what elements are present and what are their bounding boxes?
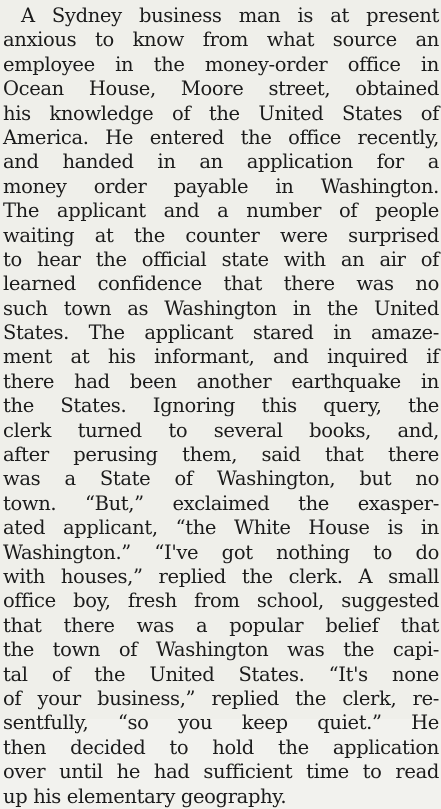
article-line: money order payable in Washington.: [3, 174, 439, 198]
article-line: America. He entered the office recently,: [3, 125, 439, 149]
article-line: office boy, fresh from school, suggested: [3, 589, 439, 613]
article-line: ment at his informant, and inquired if: [3, 345, 439, 369]
article-line: Washington.” “I've got nothing to do: [3, 540, 439, 564]
article-line: was a State of Washington, but no: [3, 467, 439, 491]
article-line: of your business,” replied the clerk, re-: [3, 686, 439, 710]
article-line: tal of the United States. “It's none: [3, 662, 439, 686]
article-line: learned confidence that there was no: [3, 272, 439, 296]
article-line: Ocean House, Moore street, obtained: [3, 77, 439, 101]
article-line: his knowledge of the United States of: [3, 101, 439, 125]
article-line: and handed in an application for a: [3, 150, 439, 174]
article-line: that there was a popular belief that: [3, 613, 439, 637]
article-line: States. The applicant stared in amaze-: [3, 321, 439, 345]
article-line: employee in the money-order office in: [3, 52, 439, 76]
article-line: such town as Washington in the United: [3, 296, 439, 320]
article-line: sentfully, “so you keep quiet.” He: [3, 711, 439, 735]
article-body: [3, 4, 439, 809]
article-line: The applicant and a number of people: [3, 199, 439, 223]
article-line: with houses,” replied the clerk. A small: [3, 564, 439, 588]
article-line: anxious to know from what source an: [3, 28, 439, 52]
article-line: then decided to hold the application: [3, 735, 439, 759]
article-line: waiting at the counter were surprised: [3, 223, 439, 247]
article-line: ated applicant, “the White House is in: [3, 516, 439, 540]
article-line: the States. Ignoring this query, the: [3, 394, 439, 418]
article-line: over until he had sufficient time to read: [3, 760, 439, 784]
article-line: to hear the official state with an air of: [3, 247, 439, 271]
article-line: there had been another earthquake in: [3, 369, 439, 393]
article-line: A Sydney business man is at present: [21, 4, 439, 27]
article-line: up his elementary geography.: [3, 784, 287, 808]
article-line: the town of Washington was the capi-: [3, 638, 439, 662]
article-line: clerk turned to several books, and,: [3, 418, 439, 442]
article-line: town. “But,” exclaimed the exasper-: [3, 491, 439, 515]
article-line: after perusing them, said that there: [3, 443, 439, 467]
